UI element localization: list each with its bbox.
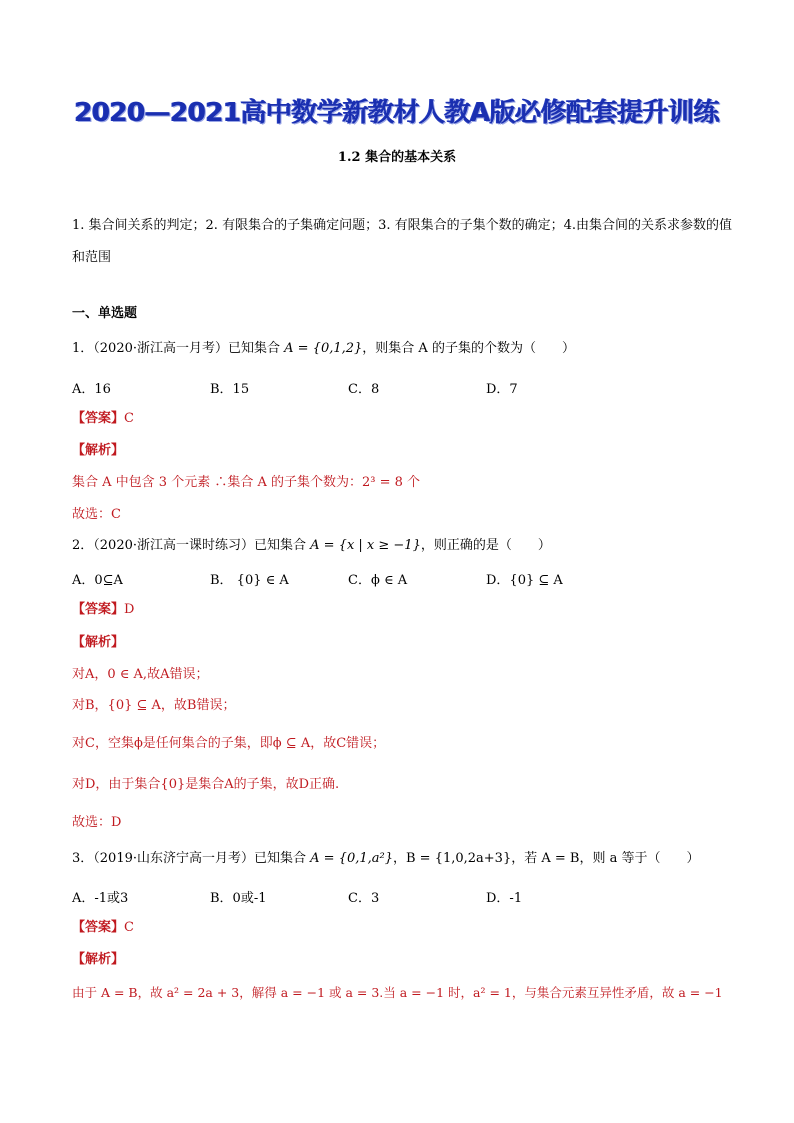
question-2-option-a: A．0⊆A: [72, 573, 123, 588]
question-1-analysis-label: 【解析】: [72, 443, 125, 458]
answer-label: 【答案】: [72, 411, 125, 426]
question-1-option-a: A．16: [72, 382, 111, 397]
section-title: 一、单选题: [72, 306, 138, 321]
question-1-answer: [72, 410, 134, 428]
question-3-analysis-label: 【解析】: [72, 952, 125, 967]
question-3-answer: [72, 919, 134, 937]
answer-value: D: [124, 602, 135, 617]
question-3-suffix: ，B = {1,0,2a+3}，若 A = B，则 a 等于（ ）: [392, 851, 700, 866]
question-2-analysis-line: 对A，0 ∈ A,故A错误；: [72, 667, 209, 682]
question-2-analysis-line: 故选：D: [72, 815, 122, 830]
question-2-option-b: B． {0} ∈ A: [210, 573, 289, 588]
answer-value: C: [124, 411, 134, 426]
question-1-option-c: C．8: [348, 382, 380, 397]
question-2-answer: [72, 601, 134, 619]
question-3-math: A = {0,1,a²}: [310, 851, 393, 866]
question-2-stem: [72, 537, 551, 555]
page-subtitle: 1.2 集合的基本关系: [337, 150, 457, 165]
question-1-prefix: 1．（2020·浙江高一月考）已知集合: [72, 341, 285, 356]
answer-label: 【答案】: [72, 920, 125, 935]
question-3-option-c: C．3: [348, 891, 380, 906]
learning-objectives: 1. 集合间关系的判定；2. 有限集合的子集确定问题；3. 有限集合的子集个数的确定；4.由集合间的关系求参数的值和范围: [72, 218, 733, 265]
question-2-option-c: C．ϕ ∈ A: [348, 573, 408, 588]
question-3-option-d: D．-1: [486, 891, 523, 906]
question-2-option-d: D．{0} ⊆ A: [486, 573, 563, 588]
question-2-suffix: ，则正确的是（ ）: [420, 538, 551, 553]
question-3-prefix: 3．（2019·山东济宁高一月考）已知集合: [72, 851, 311, 866]
question-1-option-d: D．7: [486, 382, 518, 397]
question-2-math: A = {x | x ≥ −1}: [310, 538, 421, 553]
answer-value: C: [124, 920, 134, 935]
question-3-analysis-line: 由于 A = B，故 a² = 2a + 3，解得 a = −1 或 a = 3.当 a = −1 时，a² = 1，与集合元素互异性矛盾，故 a = −1: [72, 985, 723, 1000]
question-3-option-a: A．-1或3: [72, 891, 129, 906]
question-3-option-b: B．0或-1: [210, 891, 267, 906]
question-1-analysis-line: 集合 A 中包含 3 个元素 ∴集合 A 的子集个数为：2³ = 8 个: [72, 475, 421, 490]
question-2-analysis-line: 对D，由于集合{0}是集合A的子集，故D正确.: [72, 777, 340, 792]
question-1-option-b: B．15: [210, 382, 250, 397]
question-3-stem: [72, 850, 699, 868]
question-1-stem: [72, 340, 575, 358]
answer-label: 【答案】: [72, 602, 125, 617]
page-title: 2020—2021高中数学新教材人教A版必修配套提升训练: [74, 98, 720, 128]
question-2-analysis-label: 【解析】: [72, 635, 125, 650]
question-1-analysis-line: 故选：C: [72, 507, 121, 522]
question-1-suffix: ，则集合 A 的子集的个数为（ ）: [362, 341, 575, 356]
question-2-prefix: 2．（2020·浙江高一课时练习）已知集合: [72, 538, 311, 553]
question-1-math: A = {0,1,2}: [284, 341, 363, 356]
question-2-analysis-line: 对B，{0} ⊆ A，故B错误；: [72, 698, 236, 713]
question-2-analysis-line: 对C，空集ϕ是任何集合的子集，即ϕ ⊆ A，故C错误；: [72, 736, 386, 751]
